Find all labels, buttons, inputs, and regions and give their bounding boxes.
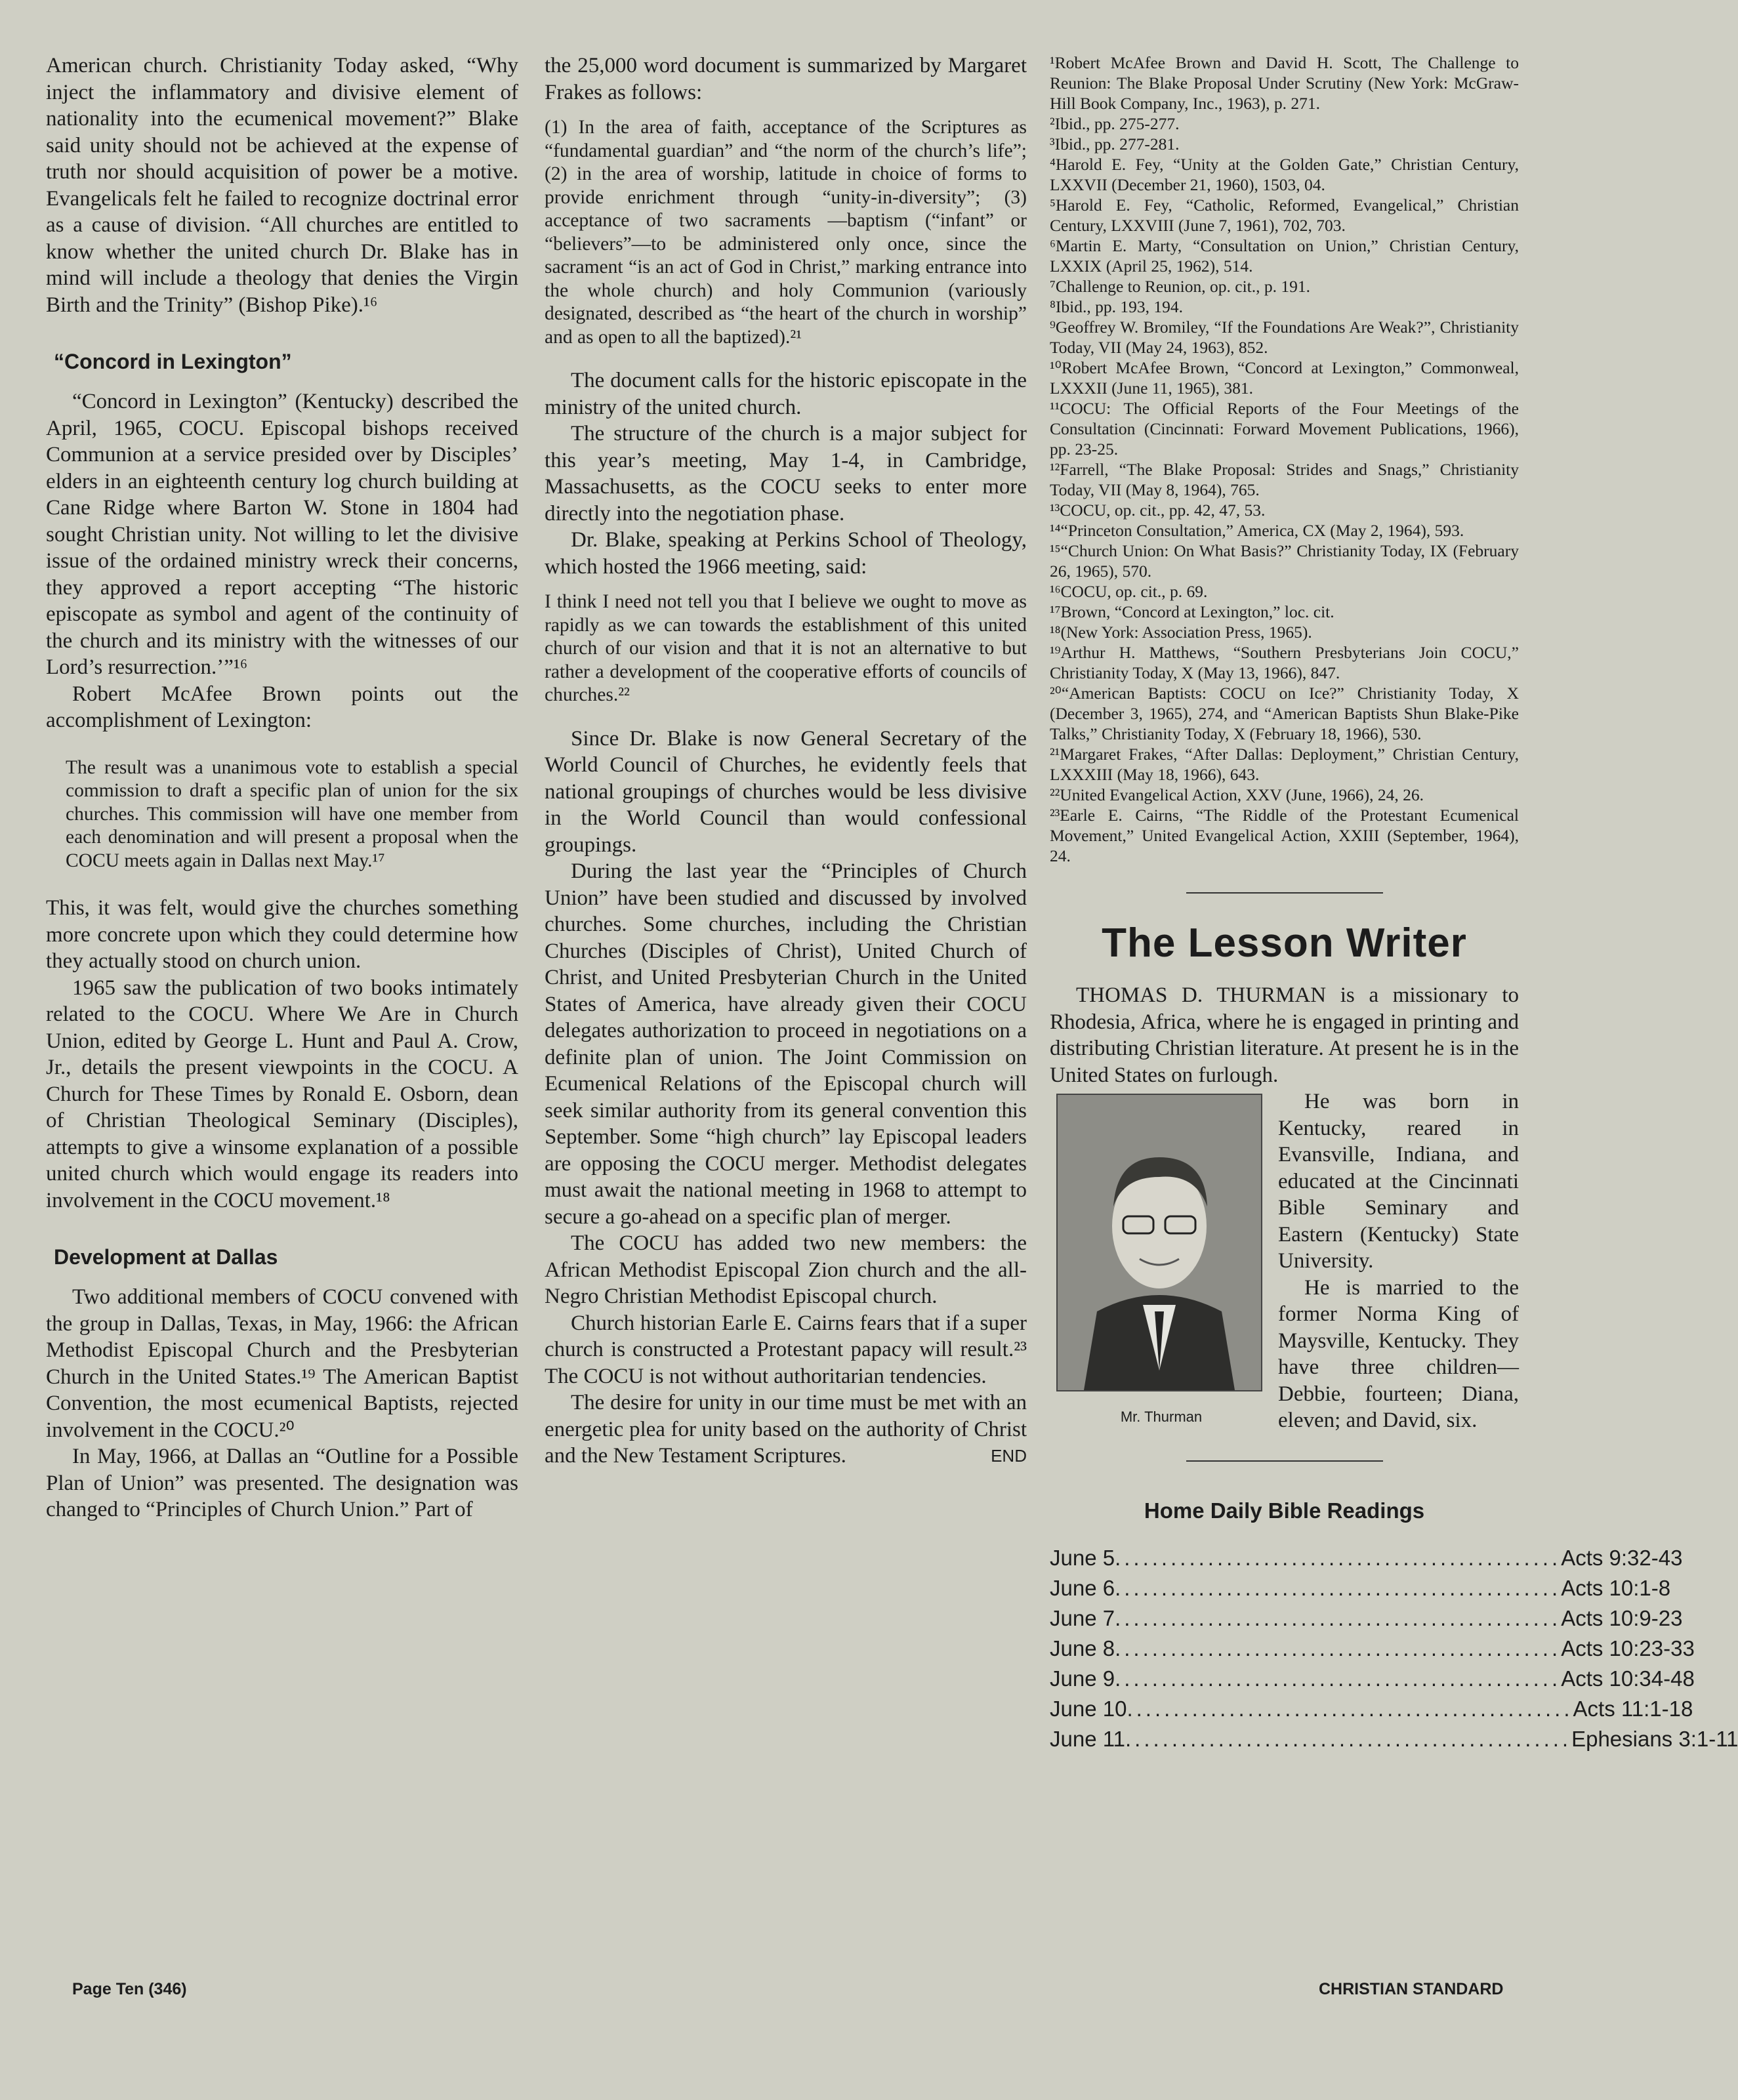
lesson-writer-paragraph: He was born in Kentucky, reared in Evansville, Indiana, and educated at the Cincinnati Bible Seminary and Eastern (Kentucky) State University. [1278, 1090, 1519, 1273]
reading-date: June 8 [1050, 1636, 1115, 1660]
publication-name: CHRISTIAN STANDARD [1319, 1980, 1504, 1998]
reading-row: June 10 ................................................ Acts 11:1-18 [1050, 1694, 1519, 1724]
column-right [1050, 52, 1738, 1754]
column-left [46, 52, 518, 1523]
reading-reference: Acts 10:9-23 [1561, 1605, 1683, 1630]
footnote: ¹⁷Brown, “Concord at Lexington,” loc. cit. [1050, 602, 1335, 621]
paragraph: This, it was felt, would give the churches something more concrete upon which they could determine how they actually stood on church union. [46, 896, 518, 973]
reading-reference: Acts 11:1-18 [1573, 1696, 1693, 1721]
column-middle [545, 52, 1027, 1470]
paragraph: “Concord in Lexington” (Kentucky) described the April, 1965, COCU. Episcopal bishops received Communion at a service presided over by Disciples’ elders in an eighteenth century log church building at Cane Ridge where Barton W. Stone in 1804 had sought Christian unity. Not willing to let the divisive issue of the ordained ministry wreck their concerns, they approved a report accepting “The historic episcopate as symbol and agent of the continuity of the church and its ministry with the witnesses of our Lord’s resurrection.’”¹⁶ [46, 390, 518, 679]
footnote: ⁸Ibid., pp. 193, 194. [1050, 297, 1183, 316]
footnote: ⁷Challenge to Reunion, op. cit., p. 191. [1050, 277, 1311, 296]
lesson-writer-title: The Lesson Writer [1102, 920, 1467, 966]
reading-date: June 10 [1050, 1696, 1127, 1721]
paragraph: The COCU has added two new members: the African Methodist Episcopal Zion church and the all-Negro Christian Methodist Episcopal church. [545, 1231, 1027, 1308]
paragraph: Dr. Blake, speaking at Perkins School of Theology, which hosted the 1966 meeting, said: [545, 528, 1027, 579]
footnote: ²¹Margaret Frakes, “After Dallas: Deployment,” Christian Century, LXXXIII (May 18, 1966), 643. [1050, 745, 1519, 784]
paragraph: The document calls for the historic episcopate in the ministry of the united church. [545, 369, 1027, 419]
reading-reference: Acts 9:32-43 [1561, 1545, 1683, 1570]
photo-caption: Mr. Thurman [1120, 1409, 1203, 1425]
footnote: ¹⁴“Princeton Consultation,” America, CX (May 2, 1964), 593. [1050, 521, 1464, 540]
reading-row: June 9 ................................................ Acts 10:34-48 [1050, 1664, 1519, 1694]
reading-reference: Acts 10:23-33 [1561, 1636, 1695, 1660]
footnote: ¹⁶COCU, op. cit., p. 69. [1050, 582, 1208, 601]
reading-row: June 7 ................................................ Acts 10:9-23 [1050, 1603, 1519, 1634]
paragraph [545, 1390, 1027, 1470]
paragraph: Two additional members of COCU convened with the group in Dallas, Texas, in May, 1966: the African Methodist Episcopal Church and the Presbyterian Church in the United States.¹⁹ The American Baptist Convention, the most ecumenical Baptists, rejected involvement in the COCU.²⁰ [46, 1285, 518, 1442]
paragraph: Church historian Earle E. Cairns fears that if a super church is constructed a Protestant papacy will result.²³ The COCU is not without authoritarian tendencies. [545, 1311, 1027, 1388]
readings-title: Home Daily Bible Readings [1144, 1498, 1425, 1523]
footnote: ¹³COCU, op. cit., pp. 42, 47, 53. [1050, 501, 1266, 520]
section-heading: “Concord in Lexington” [54, 350, 292, 373]
reading-reference: Acts 10:34-48 [1561, 1666, 1695, 1691]
footnote: ⁵Harold E. Fey, “Catholic, Reformed, Evangelical,” Christian Century, LXXVIII (June 7, 1961), 702, 703. [1050, 196, 1519, 235]
paragraph-text: The desire for unity in our time must be met with an energetic plea for unity based on the authority of Christ and the New Testament Scriptures. [545, 1391, 1027, 1468]
section-heading: Development at Dallas [54, 1245, 278, 1269]
paragraph: 1965 saw the publication of two books intimately related to the COCU. Where We Are in Church Union, edited by George L. Hunt and Paul A. Crow, Jr., details the present viewpoints in the COCU. A Church for These Times by Ronald E. Osborn, dean of Christian Theological Seminary (Disciples), attempts to give a winsome explanation of a possible united church which would engage its readers into involvement in the COCU movement.¹⁸ [46, 976, 518, 1212]
paragraph: American church. Christianity Today asked, “Why inject the inflammatory and divisive element of nationality into the ecumenical movement?” Blake said unity should not be achieved at the expense of truth nor should acquisition of power be a motive. Evangelicals felt he failed to recognize doctrinal error as a cause of division. “All churches are entitled to know whether the united church Dr. Blake has in mind will include a theology that denies the Virgin Birth and the Trinity” (Bishop Pike).¹⁶ [46, 54, 518, 317]
lesson-writer-intro: THOMAS D. THURMAN is a missionary to Rhodesia, Africa, where he is engaged in printing and distributing Christian literature. At present he is in the United States on furlough. [1050, 983, 1519, 1087]
block-quote: The result was a unanimous vote to establish a special commission to draft a specific plan of union for the six churches. This commission will have one member from each denomination and will present a proposal when the COCU meets again in Dallas next May.¹⁷ [66, 756, 518, 871]
reading-row: June 6 ................................................ Acts 10:1-8 [1050, 1573, 1519, 1603]
footnote: ²²United Evangelical Action, XXV (June, 1966), 24, 26. [1050, 785, 1424, 804]
reading-date: June 11 [1050, 1726, 1125, 1751]
paragraph: The structure of the church is a major subject for this year’s meeting, May 1-4, in Cambridge, Massachusetts, as the COCU seeks to enter more directly into the negotiation phase. [545, 422, 1027, 525]
footnote: ⁴Harold E. Fey, “Unity at the Golden Gate,” Christian Century, LXXVII (December 21, 1960), 1503, 04. [1050, 155, 1519, 194]
footnote: ¹⁸(New York: Association Press, 1965). [1050, 623, 1312, 642]
reading-row: June 8 ................................................ Acts 10:23-33 [1050, 1634, 1519, 1664]
paragraph: Robert McAfee Brown points out the accomplishment of Lexington: [46, 682, 518, 732]
footnote: ³Ibid., pp. 277-281. [1050, 134, 1180, 154]
reading-row: June 11 ................................................ Ephesians 3:1-11 [1050, 1724, 1519, 1754]
footnote: ⁶Martin E. Marty, “Consultation on Union,” Christian Century, LXXIX (April 25, 1962), 514. [1050, 236, 1519, 276]
reading-date: June 6 [1050, 1575, 1115, 1600]
footnote: ²³Earle E. Cairns, “The Riddle of the Protestant Ecumenical Movement,” United Evangelical Action, XXIII (September, 1964), 24. [1050, 806, 1519, 865]
reading-row: June 5 ................................................ Acts 9:32-43 [1050, 1543, 1519, 1573]
block-quote: I think I need not tell you that I believe we ought to move as rapidly as we can towards the establishment of this united church of our vision and that it is not an alternative to but rather a development of the cooperative efforts of councils of churches.²² [545, 591, 1027, 705]
reading-date: June 5 [1050, 1545, 1115, 1570]
footnote: ²Ibid., pp. 275-277. [1050, 114, 1180, 133]
end-mark: END [991, 1446, 1027, 1466]
reading-date: June 9 [1050, 1666, 1115, 1691]
paragraph: In May, 1966, at Dallas an “Outline for a Possible Plan of Union” was presented. The designation was changed to “Principles of Church Union.” Part of [46, 1445, 518, 1521]
paragraph: Since Dr. Blake is now General Secretary of the World Council of Churches, he evidently feels that national groupings of churches would be less divisive in the World Council than would confessional groupings. [545, 726, 1027, 857]
footnote: ¹⁵“Church Union: On What Basis?” Christianity Today, IX (February 26, 1965), 570. [1050, 541, 1519, 581]
reading-reference: Ephesians 3:1-11 [1571, 1726, 1738, 1751]
divider [1186, 1460, 1383, 1462]
divider [1186, 892, 1383, 894]
footnote: ²⁰“American Baptists: COCU on Ice?” Christianity Today, X (December 3, 1965), 274, and “American Baptists Shun Blake-Pike Talks,” Christianity Today, X (February 18, 1966), 530. [1050, 684, 1519, 743]
footnote: ¹²Farrell, “The Blake Proposal: Strides and Snags,” Christianity Today, VII (May 8, 1964), 765. [1050, 460, 1519, 499]
lesson-writer-paragraph: He is married to the former Norma King of Maysville, Kentucky. They have three children—Debbie, fourteen; Diana, eleven; and David, six. [1278, 1275, 1519, 1432]
footnote: ¹Robert McAfee Brown and David H. Scott, The Challenge to Reunion: The Blake Proposal Under Scrutiny (New York: McGraw-Hill Book Company, Inc., 1963), p. 271. [1050, 53, 1519, 113]
portrait [1056, 1094, 1266, 1426]
portrait-photo [1056, 1094, 1262, 1391]
footnote: ¹⁰Robert McAfee Brown, “Concord at Lexington,” Commonweal, LXXXII (June 11, 1965), 381. [1050, 358, 1519, 398]
footnote: ⁹Geoffrey W. Bromiley, “If the Foundations Are Weak?”, Christianity Today, VII (May 24, 1963), 852. [1050, 318, 1519, 357]
reading-date: June 7 [1050, 1605, 1115, 1630]
footnote: ¹⁹Arthur H. Matthews, “Southern Presbyterians Join COCU,” Christianity Today, X (May 13, 1966), 847. [1050, 643, 1519, 682]
readings-list [1050, 1543, 1738, 1754]
page-number: Page Ten (346) [72, 1980, 187, 1998]
block-quote: (1) In the area of faith, acceptance of the Scriptures as “fundamental guardian” and “the norm of the church’s life”; (2) in the area of worship, latitude in choice of forms to provide enrichment through “unity-in-diversity”; (3) acceptance of two sacraments —baptism (“infant” or “believers”—to be administered only once, since the sacrament “is an act of God in Christ,” marking entrance into the whole church) and holy Communion (variously designated, described as “the heart of the church in worship” and as open to all the baptized).²¹ [545, 117, 1027, 348]
footnote: ¹¹COCU: The Official Reports of the Four Meetings of the Consultation (Cincinnati: Forward Movement Publications, 1966), pp. 23-25. [1050, 399, 1519, 459]
paragraph: During the last year the “Principles of Church Union” have been studied and discussed by involved churches. Some churches, including the Christian Churches (Disciples of Christ), United Church of Christ, and United Presbyterian Church in the United States of America, have already given their COCU delegates authorization to proceed in negotiations on a definite plan of union. The Joint Commission on Ecumenical Relations of the Episcopal church will seek similar authority from its general convention this September. Some “high church” lay Episcopal leaders are opposing the COCU merger. Methodist delegates must await the national meeting in 1968 to attempt to secure a go-ahead on a specific plan of merger. [545, 859, 1027, 1229]
reading-reference: Acts 10:1-8 [1561, 1575, 1671, 1600]
paragraph: the 25,000 word document is summarized by Margaret Frakes as follows: [545, 54, 1027, 104]
footnotes [1050, 52, 1519, 866]
